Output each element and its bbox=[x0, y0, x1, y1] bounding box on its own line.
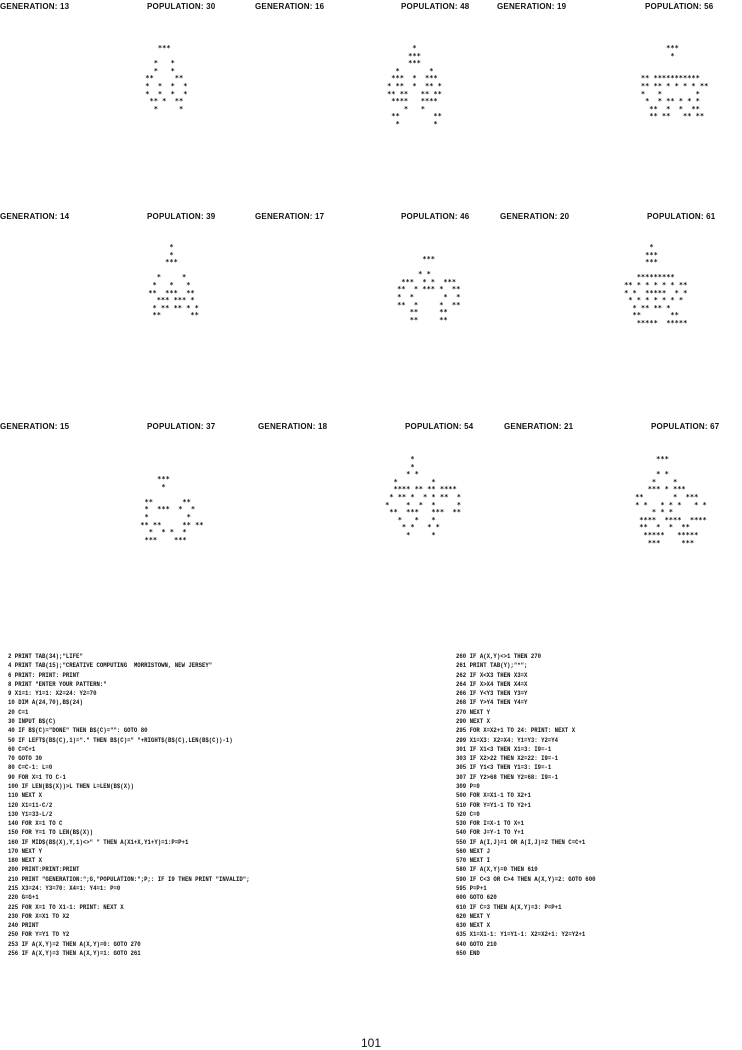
life-pattern-grid: * *** *** ********* ** * * * * * ** * * ***** * * * * * * * * * * ** ** * ** ** ***** ***** bbox=[624, 243, 688, 327]
life-pattern-grid: *** * * * * ** ** * * * * * * * * ** * ** * * bbox=[145, 44, 188, 113]
generation-label: GENERATION: 20 bbox=[500, 212, 570, 221]
generation-label: GENERATION: 17 bbox=[255, 212, 325, 221]
population-label: POPULATION: 67 bbox=[651, 422, 720, 431]
population-label: POPULATION: 37 bbox=[147, 422, 216, 431]
life-pattern-grid: *** * ** *********** ** ** * * * * ** * * * * * ** * * * ** * * ** ** ** ** ** bbox=[640, 44, 709, 121]
page-number: 101 bbox=[360, 1036, 382, 1050]
life-pattern-grid: * * *** * * * * * ** *** ** *** *** * * ** ** * * ** ** bbox=[148, 243, 199, 320]
life-pattern-grid: *** * * * * *** * *** ** * *** * * * * * * * * * * **** **** **** ** * * ** ***** ***** *** *** bbox=[635, 455, 707, 547]
generation-label: GENERATION: 13 bbox=[0, 2, 70, 11]
generation-label: GENERATION: 16 bbox=[255, 2, 325, 11]
generation-label: GENERATION: 19 bbox=[497, 2, 567, 11]
life-pattern-grid: *** * * *** * * *** ** * *** * ** * * * * ** * * ** ** ** ** ** bbox=[397, 255, 461, 324]
life-pattern-grid: *** * ** ** * *** * * * * ** ** ** ** * * * * *** *** bbox=[140, 475, 204, 544]
basic-listing-right: 260 IF A(X,Y)<>1 THEN 270 261 PRINT TAB(Y);"*"; 262 IF X<X3 THEN X3=X 264 IF X>X4 THEN X4=X 266 IF Y<Y3 THEN Y3=Y 268 IF Y>Y4 THEN Y4=Y 270 NEXT Y 290 NEXT X 295 FOR X=X2+1 TO 24: PRINT: NEXT X 299 X1=X3: X2=X4: Y1=Y3: Y2=Y4 301 IF X1<3 THEN X1=3: I9=-1 303 IF X2>22 THEN X2=22: I9=-1 305 IF Y1<3 THEN Y1=3: I9=-1 307 IF Y2>68 THEN Y2=68: I9=-1 309 P=0 500 FOR X=X1-1 TO X2+1 510 FOR Y=Y1-1 TO Y2+1 520 C=0 530 FOR I=X-1 TO X+1 540 FOR J=Y-1 TO Y+1 550 IF A(I,J)=1 OR A(I,J)=2 THEN C=C+1 560 NEXT J 570 NEXT I 580 IF A(X,Y)=0 THEN 610 590 IF C<3 OR C>4 THEN A(X,Y)=2: GOTO 600 595 P=P+1 600 GOTO 620 610 IF C=3 THEN A(X,Y)=3: P=P+1 620 NEXT Y 630 NEXT X 635 X1=X1-1: Y1=Y1-1: X2=X2+1: Y2=Y2+1 640 GOTO 210 650 END bbox=[456, 653, 596, 957]
population-label: POPULATION: 61 bbox=[647, 212, 716, 221]
population-label: POPULATION: 39 bbox=[147, 212, 216, 221]
population-label: POPULATION: 54 bbox=[405, 422, 474, 431]
generation-label: GENERATION: 21 bbox=[504, 422, 574, 431]
population-label: POPULATION: 30 bbox=[147, 2, 216, 11]
life-pattern-grid: * *** *** * * *** * *** * ** * ** * ** ** ** ** **** **** * * ** ** * * bbox=[387, 44, 442, 128]
population-label: POPULATION: 46 bbox=[401, 212, 470, 221]
generation-label: GENERATION: 18 bbox=[258, 422, 328, 431]
basic-listing-left: 2 PRINT TAB(34);"LIFE" 4 PRINT TAB(15);"CREATIVE COMPUTING MORRISTOWN, NEW JERSEY" 6 PRINT: PRINT: PRINT 8 PRINT "ENTER YOUR PATTERN:" 9 X1=1: Y1=1: X2=24: Y2=70 10 DIM A(24,70),B$(24) 20 C=1 30 INPUT B$(C) 40 IF B$(C)="DONE" THEN B$(C)="": GOTO 80 50 IF LEFT$(B$(C),1)="." THEN B$(C)=" "+RIGHT$(B$(C),LEN(B$(C))-1) 60 C=C+1 70 GOTO 30 80 C=C-1: L=0 90 FOR X=1 TO C-1 100 IF LEN(B$(X))>L THEN L=LEN(B$(X)) 110 NEXT X 120 X1=11-C/2 130 Y1=33-L/2 140 FOR X=1 TO C 150 FOR Y=1 TO LEN(B$(X)) 160 IF MID$(B$(X),Y,1)<>" " THEN A(X1+X,Y1+Y)=1:P=P+1 170 NEXT Y 180 NEXT X 200 PRINT:PRINT:PRINT 210 PRINT "GENERATION:";G,"POPULATION:";P;: IF I9 THEN PRINT "INVALID"; 215 X3=24: Y3=70: X4=1: Y4=1: P=0 220 G=G+1 225 FOR X=1 TO X1-1: PRINT: NEXT X 230 FOR X=X1 TO X2 240 PRINT 250 FOR Y=Y1 TO Y2 253 IF A(X,Y)=2 THEN A(X,Y)=0: GOTO 270 256 IF A(X,Y)=3 THEN A(X,Y)=1: GOTO 261 bbox=[8, 653, 250, 957]
generation-label: GENERATION: 14 bbox=[0, 212, 70, 221]
population-label: POPULATION: 48 bbox=[401, 2, 470, 11]
population-label: POPULATION: 56 bbox=[645, 2, 714, 11]
life-pattern-grid: * * * * * * **** ** ** **** * ** * * * ** * * * * * * ** *** *** ** * * * * * * * * * bbox=[385, 455, 461, 539]
generation-label: GENERATION: 15 bbox=[0, 422, 70, 431]
